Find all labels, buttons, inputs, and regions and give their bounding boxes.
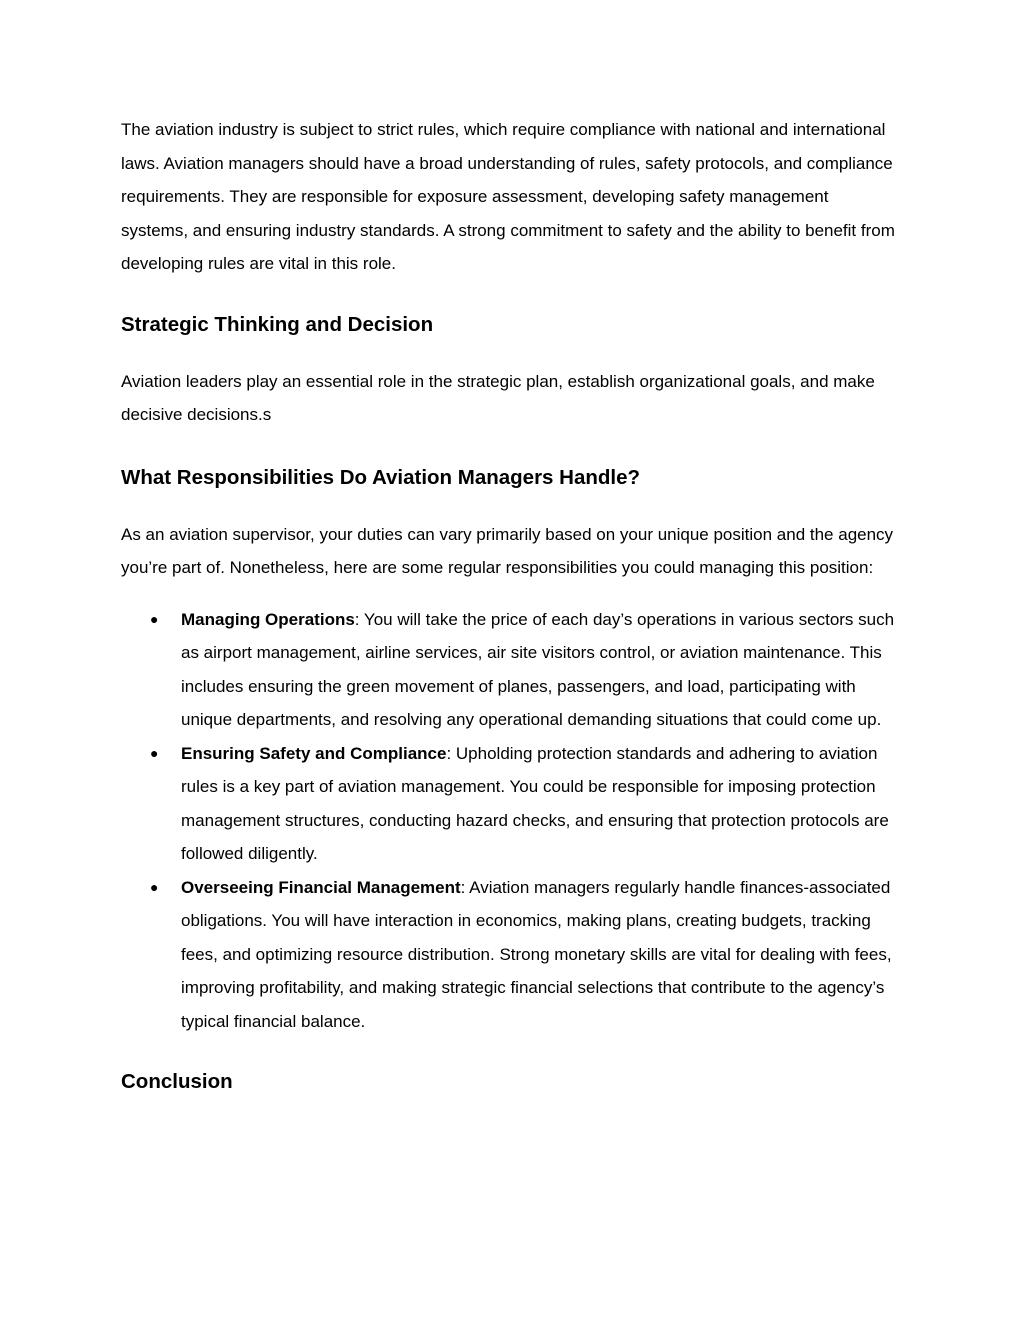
section-body-responsibilities: As an aviation supervisor, your duties can vary primarily based on your unique position and the agency you’re part of. Nonetheless, here are some regular responsibilities you could managing this position: — [121, 524, 894, 577]
bullet-icon: ● — [150, 610, 159, 627]
bullet-icon: ● — [150, 878, 159, 895]
section-heading-responsibilities: What Responsibilities Do Aviation Managers Handle? — [121, 465, 641, 489]
section-heading-conclusion: Conclusion — [121, 1070, 233, 1093]
list-item-title: Overseeing Financial Management — [181, 877, 461, 897]
list-item-title: Managing Operations — [181, 609, 355, 629]
document-page — [121, 113, 896, 1096]
bullet-icon: ● — [150, 744, 159, 761]
intro-paragraph: The aviation industry is subject to strict rules, which require compliance with national and international laws. Aviation managers should have a broad understanding of rules, safety protocols, and compliance requirements. They are responsible for exposure assessment, developing safety management systems, and ensuring industry standards. A strong commitment to safety and the ability to benefit from developing rules are vital in this role. — [121, 120, 895, 273]
list-item-safety-compliance — [121, 737, 896, 871]
responsibilities-list — [121, 603, 896, 1039]
list-item-text: : Upholding protection standards and adhering to aviation rules is a key part of aviation management. You could be responsible for imposing protection management structures, conducting hazard checks, and ensuring that protection protocols are followed diligently. — [181, 743, 889, 863]
section-heading-strategic: Strategic Thinking and Decision — [121, 312, 434, 336]
section-body-strategic: Aviation leaders play an essential role in the strategic plan, establish organizational goals, and make decisive decisions.s — [121, 371, 875, 424]
list-item-text: : Aviation managers regularly handle finances-associated obligations. You will have interaction in economics, making plans, creating budgets, tracking fees, and optimizing resource distribution. Strong monetary skills are vital for dealing with fees, improving profitability, and making strategic financial selections that contribute to the agency’s typical financial balance. — [181, 877, 892, 1031]
list-item-text: : You will take the price of each day’s operations in various sectors such as airport management, airline services, air site visitors control, or aviation maintenance. This includes ensuring the green movement of planes, passengers, and load, participating with unique departments, and resolving any operational demanding situations that could come up. — [181, 609, 895, 729]
list-item-managing-operations — [121, 603, 896, 737]
list-item-title: Ensuring Safety and Compliance — [181, 743, 447, 763]
list-item-financial-management — [121, 871, 896, 1039]
